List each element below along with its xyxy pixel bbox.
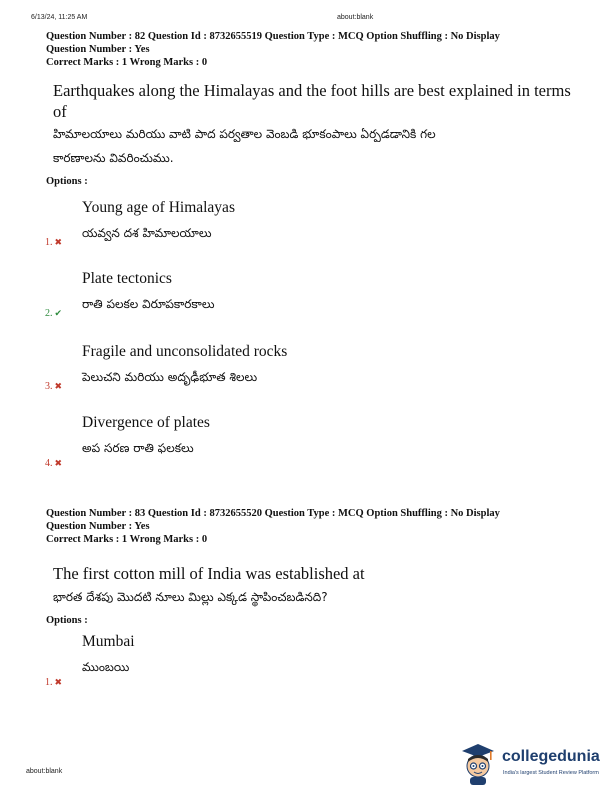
logo-tagline: India's largest Student Review Platform: [503, 770, 599, 776]
question-meta: [46, 30, 500, 69]
meta-line-2: Question Number : Yes: [46, 521, 150, 532]
meta-line-3: Correct Marks : 1 Wrong Marks : 0: [46, 534, 208, 545]
option-3-text-te: పెలుచని మరియు అదృఢీభూత శిలలు: [82, 370, 258, 384]
print-url-footer: about:blank: [26, 768, 63, 775]
option-2-text-te: రాతి పలకల విరూపకారకాలు: [82, 297, 215, 311]
wrong-mark-icon: ✖: [54, 677, 63, 687]
options-label: Options :: [46, 176, 88, 187]
collegedunia-logo: [458, 742, 606, 786]
meta-line-1: Question Number : 83 Question Id : 8732655520 Question Type : MCQ Option Shuffling : No Display: [46, 508, 500, 519]
question-text-te: [53, 122, 573, 170]
options-label: Options :: [46, 615, 88, 626]
question-text-te: [53, 585, 573, 609]
print-url-header: about:blank: [337, 14, 374, 21]
question-text-en: The first cotton mill of India was established at: [53, 564, 365, 583]
option-1-number: 1. ✖: [45, 237, 63, 248]
option-1-number: 1. ✖: [45, 677, 63, 688]
print-datetime: 6/13/24, 11:25 AM: [31, 14, 88, 21]
question-text-te-line-2: కారణాలను వివరించుము.: [53, 151, 174, 165]
option-3-text-en: Fragile and unconsolidated rocks: [82, 343, 288, 360]
correct-check-icon: ✔: [54, 308, 63, 318]
meta-line-1: Question Number : 82 Question Id : 8732655519 Question Type : MCQ Option Shuffling : No Display: [46, 31, 500, 42]
option-2-number: 2. ✔: [45, 308, 63, 319]
question-text-en: Earthquakes along the Himalayas and the foot hills are best explained in terms of: [53, 81, 571, 121]
student-mascot-icon: [458, 742, 498, 786]
question-text-te-line-1: భారత దేశపు మొదటి నూలు మిల్లు ఎక్కడ స్థాపించబడినది?: [53, 590, 328, 604]
option-4-text-en: Divergence of plates: [82, 414, 210, 431]
wrong-mark-icon: ✖: [54, 237, 63, 247]
option-1-text-en: Mumbai: [82, 633, 135, 650]
question-meta: [46, 507, 500, 546]
meta-line-2: Question Number : Yes: [46, 44, 150, 55]
option-2-text-en: Plate tectonics: [82, 270, 172, 287]
option-4-text-te: అప సరణ రాతి ఫలకలు: [82, 441, 194, 455]
option-1-text-te: యవ్వన దశ హిమాలయాలు: [82, 226, 212, 240]
logo-wordmark: collegedunia: [502, 748, 600, 765]
option-3-number: 3. ✖: [45, 381, 63, 392]
option-4-number: 4. ✖: [45, 458, 63, 469]
wrong-mark-icon: ✖: [54, 381, 63, 391]
option-1-text-te: ముంబయి: [82, 660, 130, 674]
wrong-mark-icon: ✖: [54, 458, 63, 468]
meta-line-3: Correct Marks : 1 Wrong Marks : 0: [46, 57, 208, 68]
option-1-text-en: Young age of Himalayas: [82, 199, 235, 216]
question-text-te-line-1: హిమాలయాలు మరియు వాటి పాద పర్వతాల వెంబడి భూకంపాలు ఏర్పడడానికి గల: [53, 127, 436, 141]
